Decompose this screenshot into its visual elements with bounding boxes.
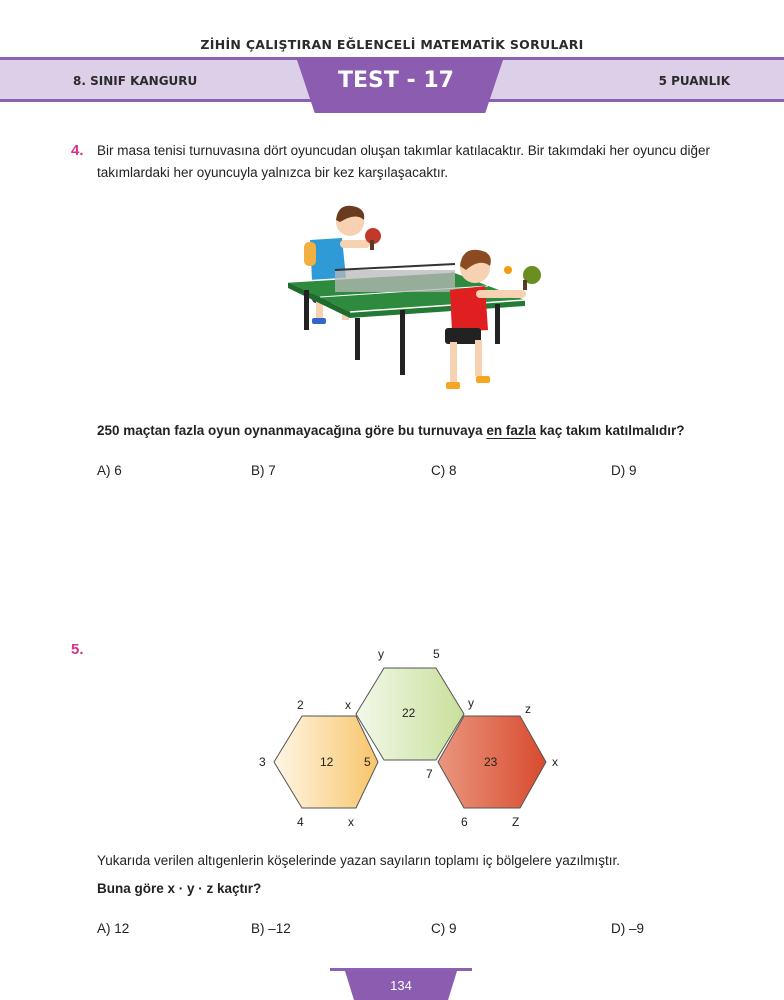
hex-right-label-right: x — [552, 755, 558, 769]
hexagon-diagram — [260, 660, 560, 820]
hex-left-label-right: 5 — [364, 755, 371, 769]
hex-left-label-bottom-right: x — [348, 815, 354, 829]
question-4-option-b[interactable]: B) 7 — [251, 463, 276, 478]
hex-left-label-left: 3 — [259, 755, 266, 769]
hex-right-label-bottom-right: Z — [512, 815, 520, 829]
table-tennis-illustration — [280, 200, 550, 400]
page-number: 134 — [390, 978, 412, 993]
hex-middle-label-top-right: 5 — [433, 647, 440, 661]
hex-left-label-top-left: 2 — [297, 698, 304, 712]
question-4-number: 4. — [71, 142, 84, 159]
hex-right-label-bottom-left: 6 — [461, 815, 468, 829]
footer-line — [330, 968, 472, 971]
question-5-option-d[interactable]: D) –9 — [611, 921, 645, 936]
question-5-option-a[interactable]: A) 12 — [97, 921, 130, 936]
question-4-line-2: takımlardaki her oyuncuyla yalnızca bir kez karşılaşacaktır. — [97, 165, 449, 180]
question-4-prompt — [97, 423, 685, 438]
question-4-option-d[interactable]: D) 9 — [611, 463, 637, 478]
question-4-option-c[interactable]: C) 8 — [431, 463, 457, 478]
points-label: 5 PUANLIK — [658, 74, 730, 88]
question-4-text — [97, 140, 747, 184]
question-5-prompt: Buna göre x · y · z kaçtır? — [97, 881, 262, 896]
hex-middle-center: 22 — [402, 706, 416, 720]
hex-right-center: 23 — [484, 755, 498, 769]
question-5-option-b[interactable]: B) –12 — [251, 921, 291, 936]
question-5-option-c[interactable]: C) 9 — [431, 921, 457, 936]
question-4-prompt-pre: 250 maçtan fazla oyun oynanmayacağına göre bu turnuvaya — [97, 423, 487, 438]
player-red — [445, 250, 541, 389]
hex-left-label-top-right: x — [345, 698, 351, 712]
hex-middle-label-top-left: y — [378, 647, 384, 661]
test-label: TEST - 17 — [338, 68, 454, 93]
hex-left-center: 12 — [320, 755, 334, 769]
hex-right-label-top-right: z — [525, 702, 531, 716]
question-5-number: 5. — [71, 641, 84, 658]
hex-middle-label-right: y — [468, 696, 474, 710]
question-4-option-a[interactable]: A) 6 — [97, 463, 122, 478]
hex-middle-label-bottom-right: 7 — [426, 767, 433, 781]
question-4-prompt-post: kaç takım katılmalıdır? — [535, 423, 685, 438]
question-5-text: Yukarıda verilen altıgenlerin köşelerinde yazan sayıların toplamı iç bölgelere yazılmıştır. — [97, 853, 621, 868]
book-title: ZİHİN ÇALIŞTIRAN EĞLENCELİ MATEMATİK SORULARI — [200, 37, 584, 52]
grade-label: 8. SINIF KANGURU — [73, 74, 198, 88]
hex-left-label-bottom-left: 4 — [297, 815, 304, 829]
question-4-line-1: Bir masa tenisi turnuvasına dört oyuncudan oluşan takımlar katılacaktır. Bir takımdaki her oyuncu diğer — [97, 143, 711, 158]
question-4-prompt-underlined: en fazla — [486, 423, 536, 438]
